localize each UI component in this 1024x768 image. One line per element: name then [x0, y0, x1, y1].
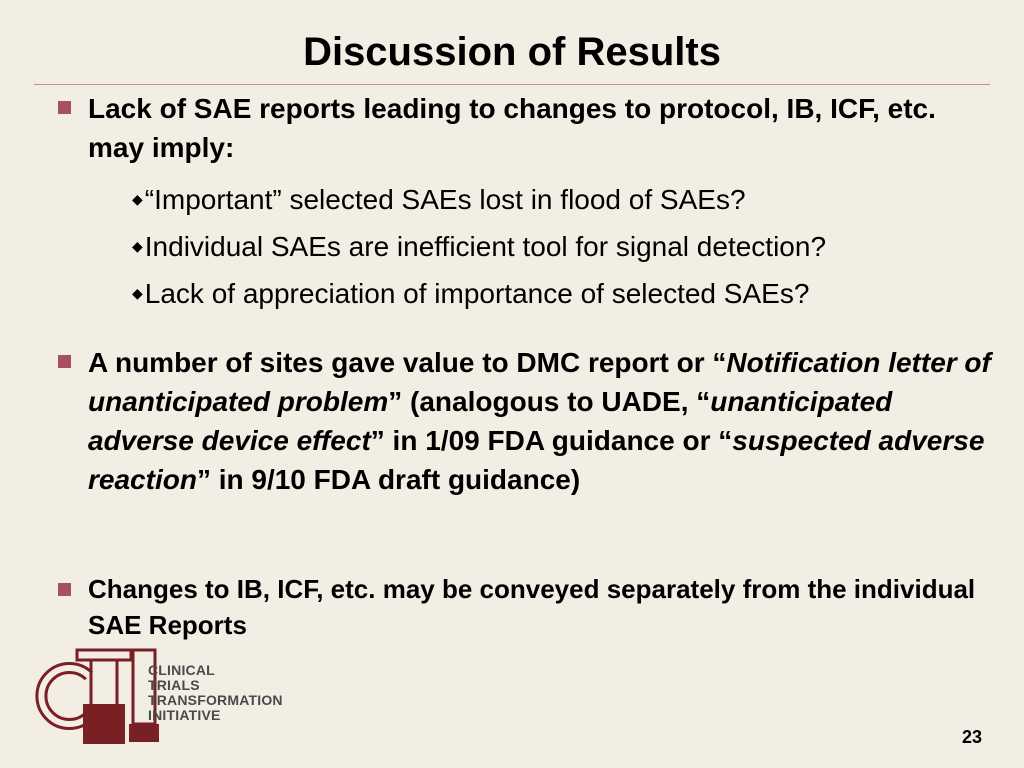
- sub-bullet-text: “Important” selected SAEs lost in flood of SAEs?: [144, 184, 746, 215]
- sub-bullet-item: [132, 223, 1002, 270]
- square-bullet-icon: [58, 583, 71, 596]
- bullet-2-text: [88, 347, 991, 495]
- slide-title: Discussion of Results: [303, 30, 721, 74]
- square-bullet-icon: [58, 101, 71, 114]
- sub-bullet-text: Individual SAEs are inefficient tool for signal detection?: [144, 231, 827, 262]
- bullet-1-text: Lack of SAE reports leading to changes to protocol, IB, ICF, etc. may imply:: [88, 93, 936, 163]
- square-bullet-icon: [58, 355, 71, 368]
- bullet-3: [88, 571, 993, 643]
- sub-bullet-item: [132, 270, 1002, 317]
- logo-line: INITIATIVE: [148, 707, 221, 723]
- logo-wordmark: [148, 663, 283, 723]
- logo-line: TRANSFORMATION: [148, 692, 283, 708]
- bullet-2: [88, 343, 993, 499]
- sub-bullet-list: [132, 176, 1002, 317]
- title-divider: [34, 84, 990, 85]
- bullet-2-part-1: A number of sites gave value to DMC report or “: [88, 347, 727, 378]
- sub-bullet-item: [132, 176, 1002, 223]
- bullet-2-italic-3: suspected adverse reaction: [88, 425, 985, 495]
- bullet-2-italic-1: Notification letter of unanticipated problem: [88, 347, 991, 417]
- logo-line: CLINICAL: [148, 662, 215, 678]
- bullet-3-text: Changes to IB, ICF, etc. may be conveyed separately from the individual SAE Reports: [88, 574, 976, 640]
- diamond-bullet-icon: ◆: [132, 285, 143, 301]
- bullet-2-part-2: ” (analogous to UADE, “: [388, 386, 711, 417]
- bullet-1: [88, 89, 993, 167]
- diamond-bullet-icon: ◆: [132, 191, 143, 207]
- bullet-2-part-3: ” in 1/09 FDA guidance or “: [370, 425, 733, 456]
- diamond-bullet-icon: ◆: [132, 238, 143, 254]
- logo-line: TRIALS: [148, 677, 200, 693]
- bullet-2-part-4: ” in 9/10 FDA draft guidance): [196, 464, 581, 495]
- page-number: 23: [962, 727, 983, 747]
- sub-bullet-text: Lack of appreciation of importance of selected SAEs?: [144, 278, 810, 309]
- bullet-2-italic-2: unanticipated adverse device effect: [88, 386, 893, 456]
